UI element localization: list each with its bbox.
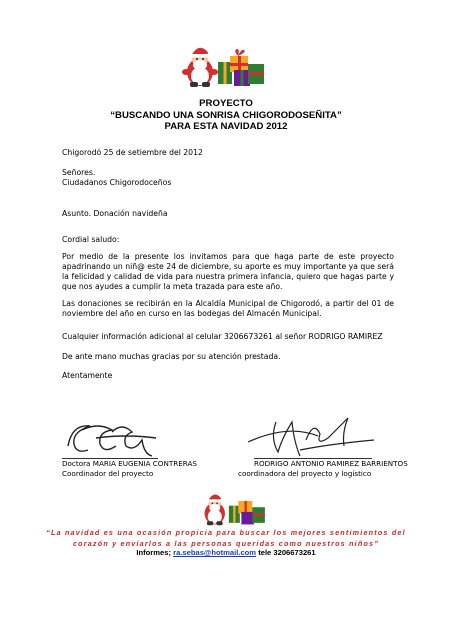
signature-left-role: Coordinador del proyecto	[62, 469, 154, 478]
header-project-name: “BUSCANDO UNA SONRISA CHIGORODOSEÑITA”	[110, 109, 342, 121]
letter-subject: Asunto. Donación navideña	[62, 209, 168, 218]
letter-paragraph-4: De ante mano muchas gracias por su atención prestada.	[62, 352, 281, 361]
signature-right-drawing	[246, 410, 376, 460]
santa-gifts-footer-icon	[196, 490, 268, 526]
letter-greeting: Cordial saludo:	[62, 235, 120, 244]
signature-right-name: RODRIGO ANTONIO RAMIREZ BARRIENTOS	[254, 459, 408, 468]
letter-paragraph-1: Por medio de la presente los invitamos para que haga parte de este proyecto apadrinando un niñ@ este 24 de diciembre, su aporte es muy importante ya que será la felicidad y calidad de vida para nuestra primera infancia, quiero que hagas parte y que nos ayudes a cumplir la meta trazada para este año.	[62, 252, 394, 291]
footer-contact-label: Informes;	[136, 548, 171, 557]
header-project-label: PROYECTO	[199, 98, 253, 109]
footer-phone: tele 3206673261	[258, 548, 316, 557]
letter-paragraph-3: Cualquier información adicional al celular 3206673261 al señor RODRIGO RAMIREZ	[62, 332, 383, 341]
signature-left-drawing	[60, 416, 170, 460]
letter-recipient: Ciudadanos Chigorodoceños	[62, 178, 172, 187]
letter-paragraph-2: Las donaciones se recibirán en la Alcaldía Municipal de Chigorodó, a partir del 01 de noviembre del año en curso en las bodegas del Almacén Municipal.	[62, 299, 394, 318]
letter-closing: Atentamente	[62, 371, 113, 380]
footer-email-link[interactable]: ra.sebas@hotmail.com	[173, 548, 257, 557]
footer-quote	[40, 528, 412, 550]
footer-quote-line-2: corazón y enviarlos a las personas queridas como nuestros niños”	[72, 538, 380, 548]
letter-date: Chigorodó 25 de setiembre del 2012	[62, 148, 203, 157]
signature-right-role: coordinadora del proyecto y logístico	[238, 469, 372, 478]
letter-salutation: Señores.	[62, 168, 96, 177]
santa-gifts-logo-icon	[176, 42, 268, 88]
footer-contact	[0, 548, 452, 557]
project-header	[0, 98, 452, 133]
header-project-year: PARA ESTA NAVIDAD 2012	[164, 121, 288, 132]
signature-left-name: Doctora MARIA EUGENIA CONTRERAS	[62, 459, 197, 468]
footer-quote-line-1: “La navidad es una ocasión propicia para buscar los mejores sentimientos del	[46, 528, 406, 537]
